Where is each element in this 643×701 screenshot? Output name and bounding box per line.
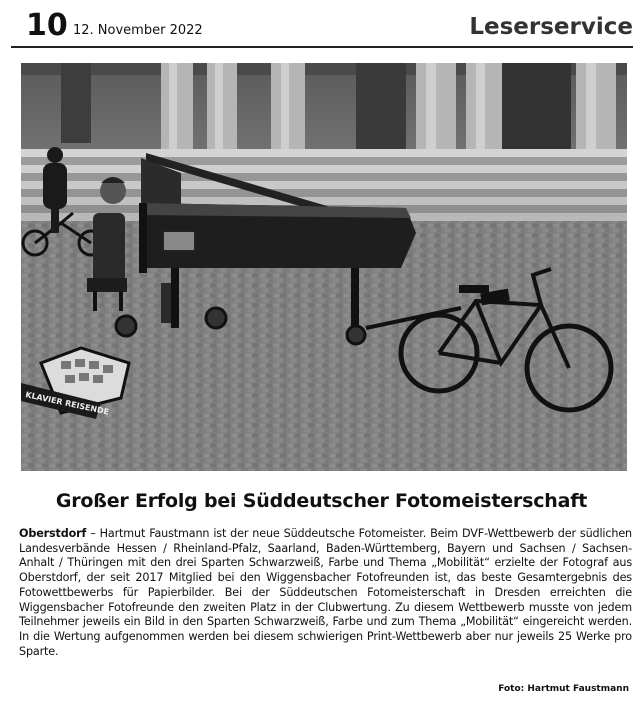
section-name: Leserservice bbox=[469, 14, 633, 40]
page-number: 10 bbox=[26, 8, 68, 43]
header-rule bbox=[11, 46, 633, 48]
issue-date: 12. November 2022 bbox=[73, 23, 203, 38]
article-headline: Großer Erfolg bei Süddeutscher Fotomeisterschaft bbox=[55, 490, 588, 512]
page-header bbox=[11, 8, 633, 46]
sign-text: KLAVIER REISENDE bbox=[24, 390, 110, 417]
photo-street-piano-bicycle-icon bbox=[21, 63, 627, 471]
article-photo bbox=[21, 63, 627, 471]
photo-credit: Foto: Hartmut Faustmann bbox=[498, 684, 629, 694]
article-body bbox=[19, 527, 632, 659]
article-text: – Hartmut Faustmann ist der neue Süddeutsche Fotomeister. Beim DVF-Wettbewerb der südlichen Landesverbände Hessen / Rheinland-Pfalz, Saarland, Baden-Württemberg, Bayern und Sachsen / Sachsen-Anhalt / Thüringen mit den drei Sparten Schwarzweiß, Farbe und Thema „Mobilität“ erzielte der Fotograf aus Oberstdorf, der seit 2017 Mitglied bei den Wiggensbacher Fotofreunden ist, das beste Gesamtergebnis des Fotowettbewerbs für Papierbilder. Bei der Süddeutschen Fotomeisterschaft in Dresden erreichten die Wiggensbacher Fotofreunde den zweiten Platz in der Clubwertung. Zu diesem Wettbewerb musste von jedem Teilnehmer jeweils ein Bild in den Sparten Schwarzweiß, Farbe und zum Thema „Mobilität“ eingereicht werden. In die Wertung aufgenommen werden bei diesem schwierigen Print-Wettbewerb aber nur jeweils 25 Werke pro Sparte. bbox=[19, 527, 632, 658]
article-dateline: Oberstdorf bbox=[19, 527, 87, 540]
